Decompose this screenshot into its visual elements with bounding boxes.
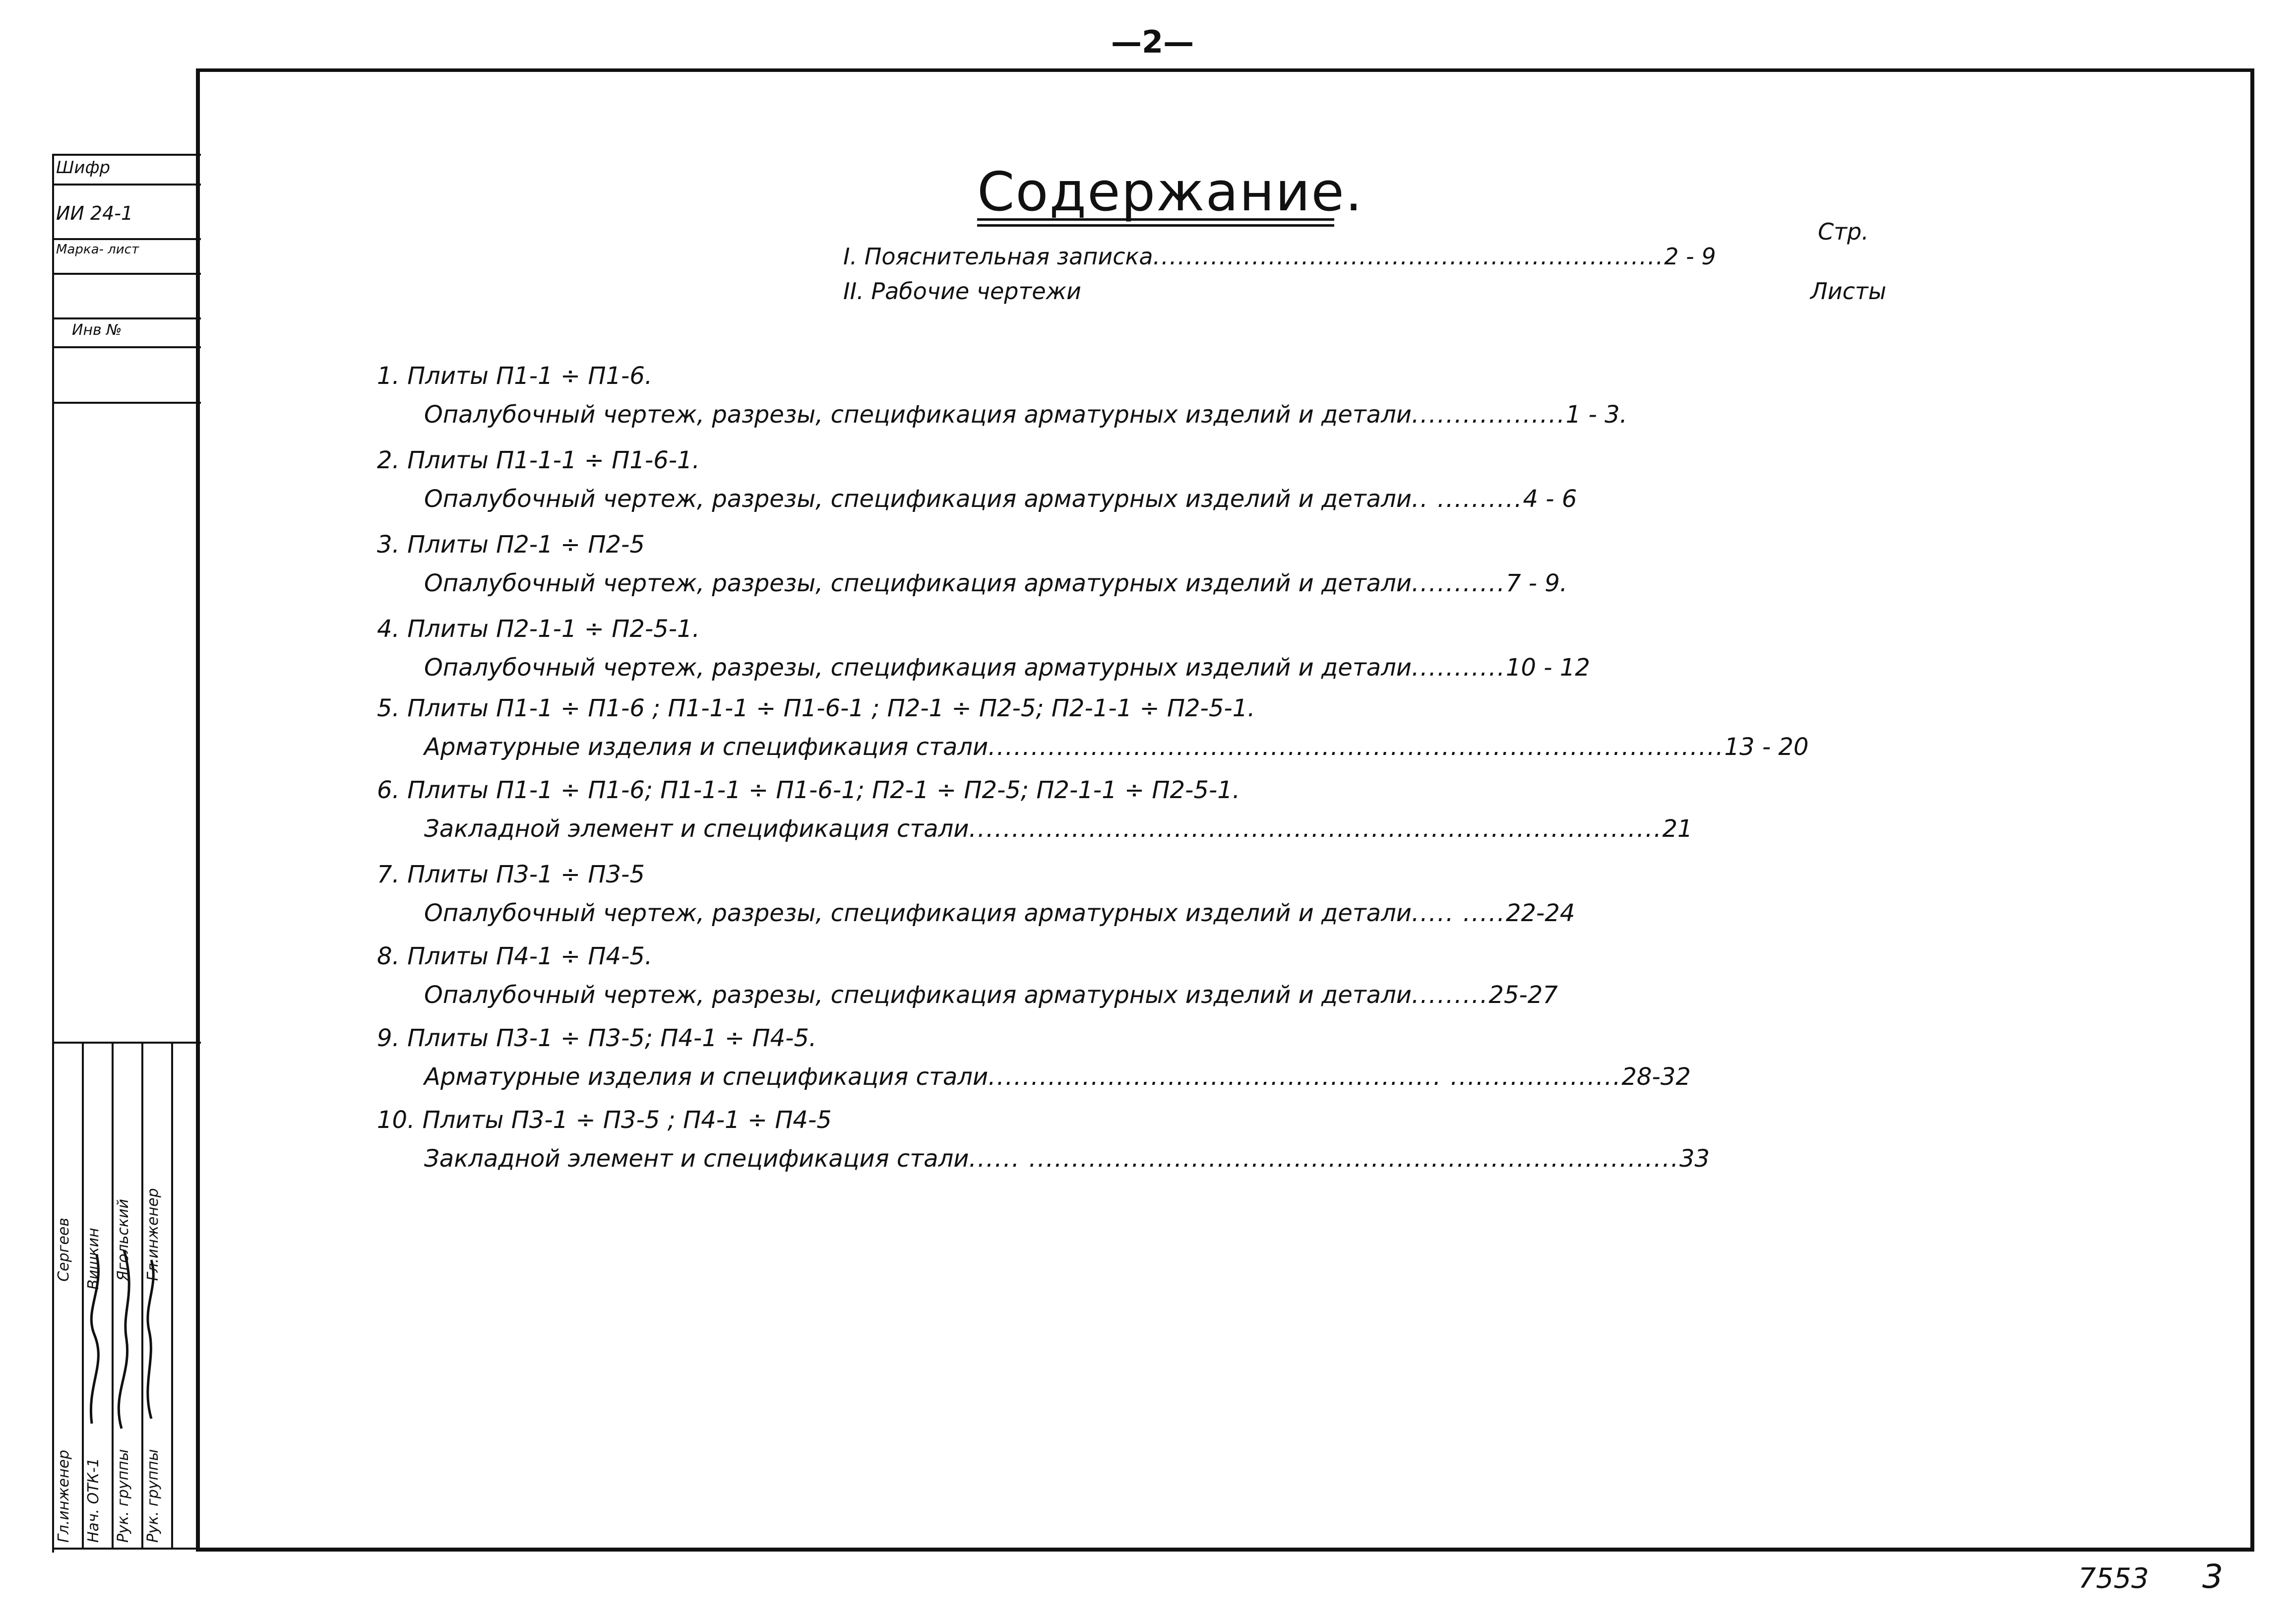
signature-role: Рук. группы — [144, 1449, 162, 1543]
signature-role: Рук. группы — [115, 1449, 132, 1543]
toc-entry: 5. Плиты П1-1 ÷ П1-6 ; П1-1-1 ÷ П1-6-1 ; П2-1 ÷ П2-5; П2-1-1 ÷ П2-5-1. Арматурные изделия и спецификация стали......................................................................................13 - 20 — [377, 694, 1809, 761]
cipher-value: ИИ 24-1 — [56, 202, 133, 224]
signature-name: Сергеев — [55, 1217, 72, 1282]
signature-role: Гл.инженер — [55, 1449, 72, 1543]
handwritten-signatures — [82, 1235, 171, 1434]
inv-label: Инв № — [72, 321, 122, 339]
sheets-column-label: Листы — [1810, 278, 1886, 305]
mark-sheet-label: Марка- лист — [56, 242, 139, 257]
toc-entry: 7. Плиты П3-1 ÷ П3-5 Опалубочный чертеж, разрезы, спецификация арматурных изделий и детали..... .....22-24 — [377, 861, 1575, 927]
page-number: —2— — [1111, 24, 1194, 60]
cipher-label: Шифр — [56, 158, 111, 178]
section-pages: 2 - 9 — [1664, 243, 1716, 270]
document-number: 7553 — [2078, 1562, 2149, 1595]
side-stamp — [52, 154, 201, 1553]
signature-row — [144, 1188, 556, 1543]
signature-name: Гл.инженер — [144, 1188, 162, 1281]
sheet-number: 3 — [2202, 1558, 2223, 1596]
title-underline — [977, 224, 1334, 227]
toc-entry: 8. Плиты П4-1 ÷ П4-5. Опалубочный чертеж, разрезы, спецификация арматурных изделий и детали.........25-27 — [377, 942, 1558, 1009]
title-underline — [977, 218, 1334, 221]
page-title: Содержание. — [977, 161, 1364, 223]
toc-entry: 10. Плиты П3-1 ÷ П3-5 ; П4-1 ÷ П4-5 Закладной элемент и спецификация стали...... ............................................................................33 — [377, 1106, 1710, 1173]
section-explanatory-note: I. Пояснительная записка..............................................................2 - 9 — [843, 243, 1716, 270]
signature-name: Вишкин — [85, 1228, 102, 1290]
toc-entry: 1. Плиты П1-1 ÷ П1-6. Опалубочный чертеж, разрезы, спецификация арматурных изделий и детали..................1 - 3. — [377, 362, 1627, 429]
toc-entry: 4. Плиты П2-1-1 ÷ П2-5-1. Опалубочный чертеж, разрезы, спецификация арматурных изделий и детали...........10 - 12 — [377, 615, 1590, 682]
toc-entry: 2. Плиты П1-1-1 ÷ П1-6-1. Опалубочный чертеж, разрезы, спецификация арматурных изделий и детали.. ..........4 - 6 — [377, 446, 1577, 513]
page-column-label: Стр. — [1818, 218, 1869, 245]
toc-entry: 3. Плиты П2-1 ÷ П2-5 Опалубочный чертеж, разрезы, спецификация арматурных изделий и детали...........7 - 9. — [377, 531, 1567, 597]
toc-entry: 6. Плиты П1-1 ÷ П1-6; П1-1-1 ÷ П1-6-1; П2-1 ÷ П2-5; П2-1-1 ÷ П2-5-1. Закладной элемент и спецификация стали.................................................................................21 — [377, 776, 1693, 843]
signature-name: Ягольский — [115, 1198, 132, 1281]
toc-entry: 9. Плиты П3-1 ÷ П3-5; П4-1 ÷ П4-5. Арматурные изделия и спецификация стали..................................................... ....................28-32 — [377, 1024, 1691, 1091]
signature-role: Нач. ОТК-1 — [85, 1458, 102, 1543]
section-working-drawings: II. Рабочие чертежи — [843, 278, 1081, 305]
